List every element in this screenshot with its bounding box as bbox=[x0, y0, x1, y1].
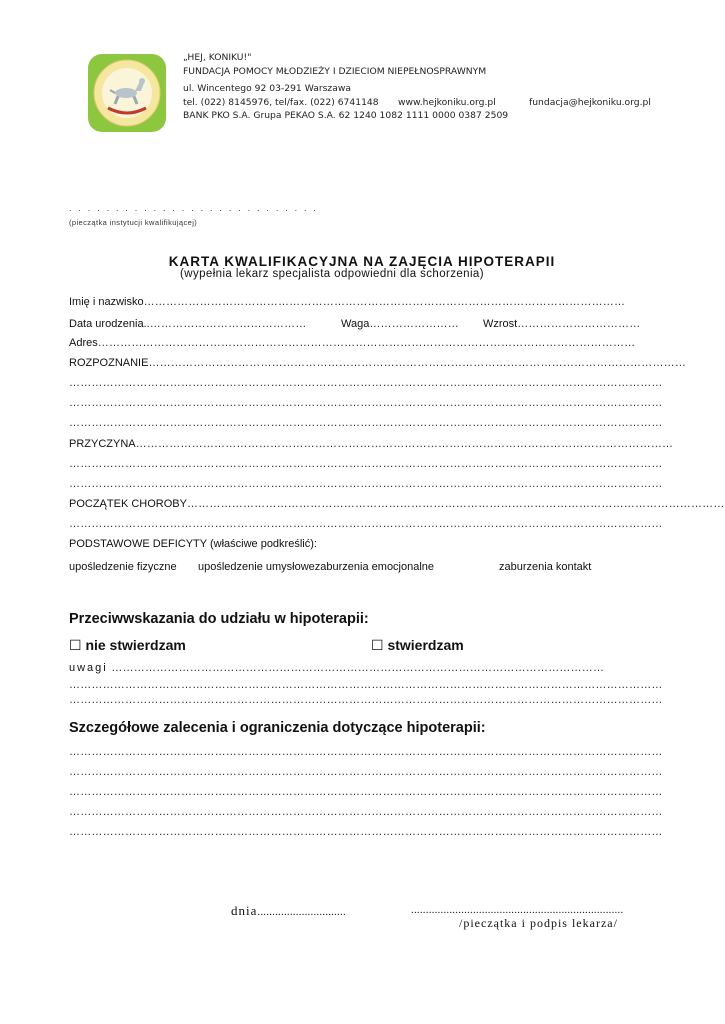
not-found-checkbox[interactable]: ☐ nie stwierdzam bbox=[69, 637, 186, 653]
height-label: Wzrost bbox=[483, 318, 518, 330]
form-subtitle: (wypełnia lekarz specjalista odpowiedni dla schorzenia) bbox=[180, 268, 484, 280]
deficit-mental-emotional[interactable]: upośledzenie umysłowezaburzenia emocjonalne bbox=[198, 561, 435, 573]
diagnosis-line-2[interactable]: …………………………………………………………………………………………………………………………………………… bbox=[69, 377, 663, 389]
date-label: dnia bbox=[231, 903, 258, 918]
recommendations-line-2[interactable]: …………………………………………………………………………………………………………………………………………… bbox=[69, 766, 663, 778]
dob-label: Data urodzenia.. bbox=[69, 318, 150, 330]
onset-label: POCZĄTEK CHOROBY bbox=[69, 498, 187, 510]
org-address: ul. Wincentego 92 03-291 Warszawa bbox=[183, 83, 351, 94]
recommendations-line-1[interactable]: …………………………………………………………………………………………………………………………………………… bbox=[69, 746, 663, 758]
height-field[interactable]: Wzrost…………………………… bbox=[483, 318, 641, 330]
onset-line-2[interactable]: …………………………………………………………………………………………………………………………………………… bbox=[69, 518, 663, 530]
org-website: www.hejkoniku.org.pl bbox=[398, 97, 496, 108]
org-name: „HEJ, KONIKU!" bbox=[183, 52, 252, 63]
diagnosis-field[interactable]: ROZPOZNANIE……………………………………………………………………………………………………………………………… bbox=[69, 357, 687, 369]
cause-field[interactable]: PRZYCZYNA……………………………………………………………………………………………………………………………… bbox=[69, 438, 674, 450]
signature-label: /pieczątka i podpis lekarza/ bbox=[459, 916, 618, 930]
address-field[interactable]: Adres……………………………………………………………………………………………………………………………… bbox=[69, 337, 636, 349]
remarks-field[interactable]: uwagi …………………………………………………………………………………………………………………… bbox=[69, 662, 605, 674]
date-field[interactable]: dnia.............................. bbox=[231, 903, 346, 918]
recommendations-line-3[interactable]: …………………………………………………………………………………………………………………………………………… bbox=[69, 786, 663, 798]
stamp-label: (pieczątka instytucji kwalifikującej) bbox=[69, 218, 198, 227]
recommendations-line-5[interactable]: …………………………………………………………………………………………………………………………………………… bbox=[69, 826, 663, 838]
address-label: Adres bbox=[69, 337, 98, 349]
diagnosis-label: ROZPOZNANIE bbox=[69, 357, 149, 369]
found-checkbox[interactable]: ☐ stwierdzam bbox=[371, 637, 464, 653]
name-field[interactable]: Imię i nazwisko………………………………………………………………………………………………………………… bbox=[69, 296, 626, 308]
cause-label: PRZYCZYNA bbox=[69, 438, 136, 450]
diagnosis-line-4[interactable]: …………………………………………………………………………………………………………………………………………… bbox=[69, 417, 663, 429]
signature-field[interactable]: ........................................................................ bbox=[411, 904, 624, 916]
diagnosis-line-3[interactable]: …………………………………………………………………………………………………………………………………………… bbox=[69, 397, 663, 409]
remarks-line-2[interactable]: …………………………………………………………………………………………………………………………………………… bbox=[69, 679, 663, 691]
org-full-name: FUNDACJA POMOCY MŁODZIEŻY I DZIECIOM NIEPEŁNOSPRAWNYM bbox=[183, 66, 487, 77]
weight-label: Waga bbox=[341, 318, 370, 330]
contraindications-heading: Przeciwwskazania do udziału w hipoterapii: bbox=[69, 611, 369, 627]
org-email: fundacja@hejkoniku.org.pl bbox=[529, 97, 651, 108]
rocking-horse-logo-icon bbox=[86, 52, 168, 134]
name-label: Imię i nazwisko bbox=[69, 296, 144, 308]
deficit-physical[interactable]: upośledzenie fizyczne bbox=[69, 561, 177, 573]
org-phone: tel. (022) 8145976, tel/fax. (022) 6741148 bbox=[183, 97, 379, 108]
deficit-contact[interactable]: zaburzenia kontakt bbox=[499, 561, 592, 573]
dob-field[interactable]: Data urodzenia..…………………………………… bbox=[69, 318, 307, 330]
onset-field[interactable]: POCZĄTEK CHOROBY……………………………………………………………………………………………………………………………… bbox=[69, 498, 725, 510]
weight-field[interactable]: Waga…………………… bbox=[341, 318, 459, 330]
org-bank: BANK PKO S.A. Grupa PEKAO S.A. 62 1240 1082 1111 0000 0387 2509 bbox=[183, 110, 509, 121]
deficits-label: PODSTAWOWE DEFICYTY (właściwe podkreślić): bbox=[69, 538, 317, 550]
recommendations-line-4[interactable]: …………………………………………………………………………………………………………………………………………… bbox=[69, 806, 663, 818]
recommendations-heading: Szczegółowe zalecenia i ograniczenia dotyczące hipoterapii: bbox=[69, 720, 486, 736]
form-title: KARTA KWALIFIKACYJNA NA ZAJĘCIA HIPOTERAPII bbox=[168, 254, 556, 269]
stamp-dots: . . . . . . . . . . . . . . . . . . . . . . . . . . . bbox=[69, 203, 319, 213]
cause-line-3[interactable]: …………………………………………………………………………………………………………………………………………… bbox=[69, 478, 663, 490]
remarks-label: uwagi bbox=[69, 662, 108, 674]
foundation-logo bbox=[86, 52, 168, 134]
cause-line-2[interactable]: …………………………………………………………………………………………………………………………………………… bbox=[69, 458, 663, 470]
remarks-line-3[interactable]: …………………………………………………………………………………………………………………………………………… bbox=[69, 694, 663, 706]
